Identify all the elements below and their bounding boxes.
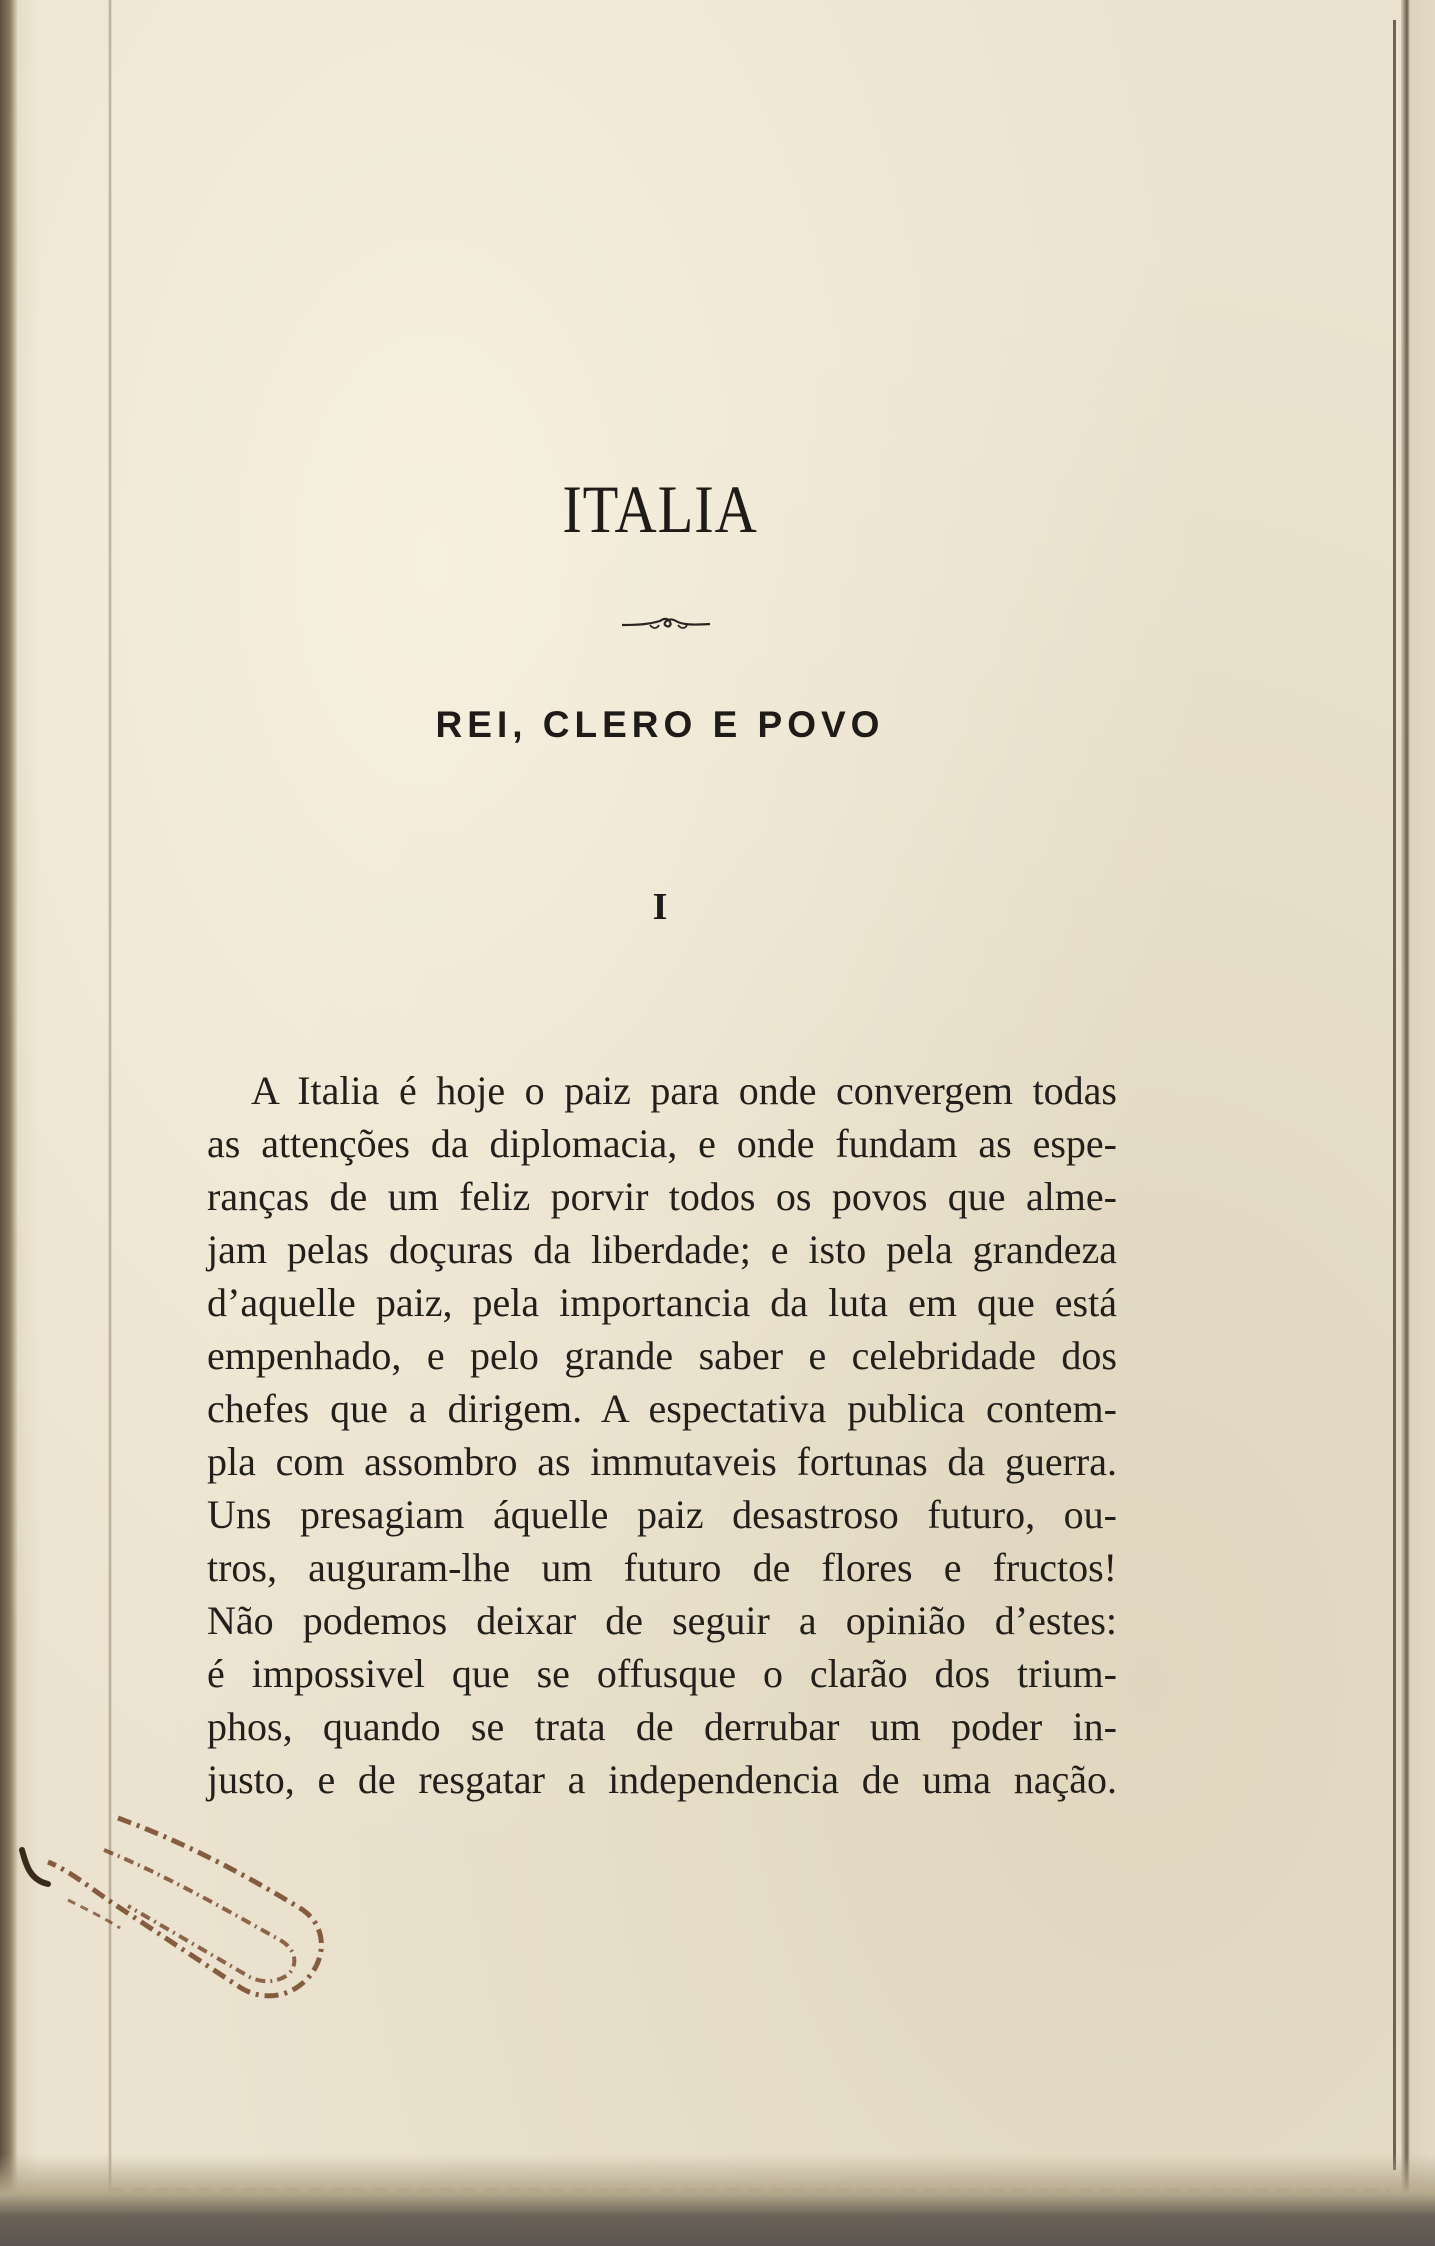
chapter-numeral: I <box>652 886 668 928</box>
body-line: A Italia é hoje o paiz para onde convergem todas <box>251 1068 1117 1113</box>
body-line: Não podemos deixar de seguir a opinião d’estes: <box>207 1598 1117 1643</box>
body-line: ranças de um feliz porvir todos os povos que alme- <box>207 1174 1117 1219</box>
body-line: chefes que a dirigem. A espectativa publica contem- <box>207 1386 1117 1431</box>
page-right-edge-line <box>1393 20 1396 2170</box>
body-line: as attenções da diplomacia, e onde fundam as espe- <box>207 1121 1117 1166</box>
body-line: tros, auguram-lhe um futuro de flores e fructos! <box>207 1545 1117 1590</box>
body-line: phos, quando se trata de derrubar um poder in- <box>207 1704 1117 1749</box>
body-line: é impossivel que se offusque o clarão dos trium- <box>207 1651 1117 1696</box>
body-line: jam pelas doçuras da liberdade; e isto pela grandeza <box>207 1227 1117 1272</box>
title-ornament-icon <box>620 612 712 634</box>
page-title: ITALIA <box>562 471 758 547</box>
body-line: justo, e de resgatar a independencia de uma nação. <box>207 1757 1117 1802</box>
section-title: REI, CLERO E POVO <box>435 704 885 745</box>
paperclip-rust-mark-icon <box>8 1810 338 2040</box>
body-line: Uns presagiam áquelle paiz desastroso futuro, ou- <box>207 1492 1117 1537</box>
body-line: empenhado, e pelo grande saber e celebridade dos <box>207 1333 1117 1378</box>
body-line: d’aquelle paiz, pela importancia da luta em que está <box>207 1280 1117 1325</box>
body-paragraph <box>207 1064 1117 1806</box>
page-bottom-edge <box>0 2154 1435 2246</box>
page-right-edge <box>1401 0 1435 2246</box>
body-line: pla com assombro as immutaveis fortunas da guerra. <box>207 1439 1117 1484</box>
